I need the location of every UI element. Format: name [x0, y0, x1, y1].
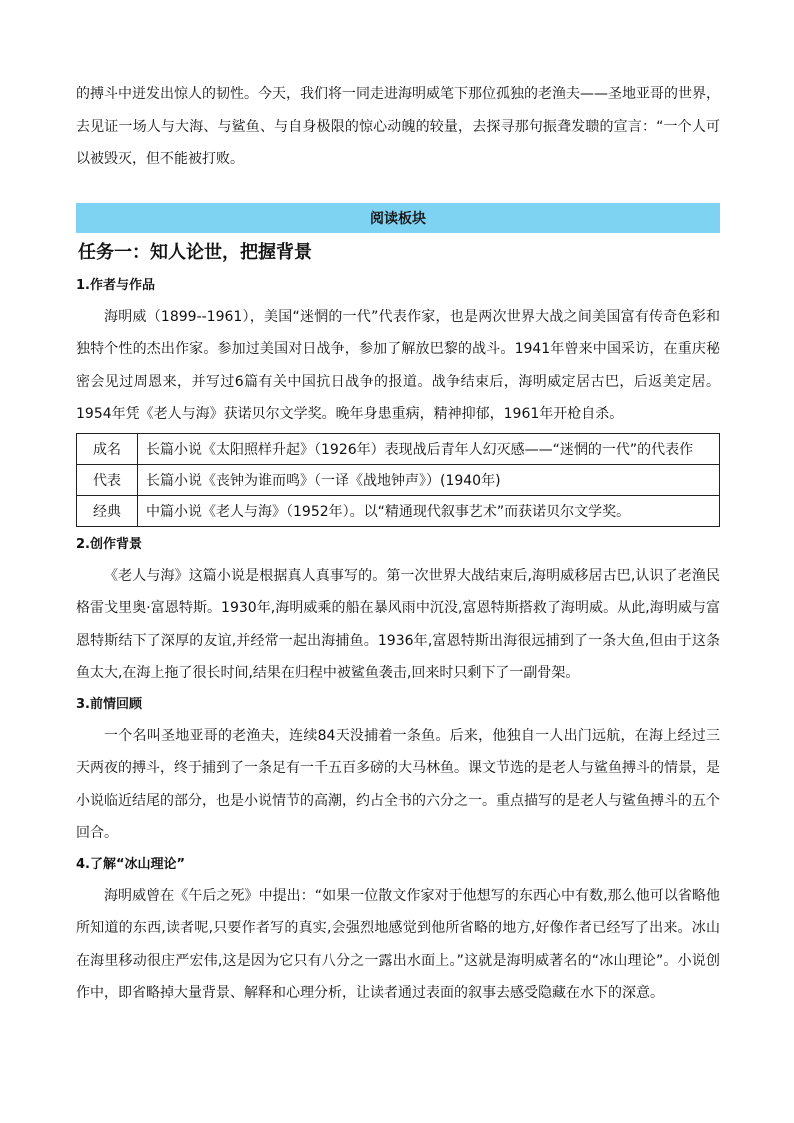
table-row: [77, 495, 720, 526]
table-cell-label: 经典: [77, 495, 138, 526]
author-heading: 1.作者与作品: [76, 277, 155, 293]
review-paragraph: 一个名叫圣地亚哥的老渔夫，连续84天没捕着一条鱼。后来，他独自一人出门远航，在海上经过三天两夜的搏斗，终于捕到了一条足有一千五百多磅的大马林鱼。课文节选的是老人与鲨鱼搏斗的情景，是小说临近结尾的部分，也是小说情节的高潮，约占全书的六分之一。重点描写的是老人与鲨鱼搏斗的五个回合。: [76, 727, 720, 841]
table-cell-label: 代表: [77, 464, 138, 495]
table-cell-label: 成名: [77, 433, 138, 464]
task-title: 任务一：知人论世，把握背景: [78, 241, 312, 263]
table-cell-content: 中篇小说《老人与海》（1952年）。以“精通现代叙事艺术”而获诺贝尔文学奖。: [138, 495, 720, 526]
review-heading: 3.前情回顾: [76, 696, 142, 712]
author-paragraph: 海明威（1899--1961），美国“迷惘的一代”代表作家，也是两次世界大战之间美国富有传奇色彩和独特个性的杰出作家。参加过美国对日战争，参加了解放巴黎的战斗。1941年曾来中国采访，在重庆秘密会见过周恩来，并写过6篇有关中国抗日战争的报道。战争结束后，海明威定居古巴，后返美定居。1954年凭《老人与海》获诺贝尔文学奖。晚年身患重病，精神抑郁，1961年开枪自杀。: [76, 308, 720, 422]
table-cell-content: 长篇小说《丧钟为谁而鸣》（一译《战地钟声》）(1940年): [138, 464, 720, 495]
table-row: [77, 433, 720, 464]
background-paragraph: 《老人与海》这篇小说是根据真人真事写的。第一次世界大战结束后,海明威移居古巴,认识了老渔民格雷戈里奥·富恩特斯。1930年,海明威乘的船在暴风雨中沉没,富恩特斯搭救了海明威。从此,海明威与富恩特斯结下了深厚的友谊,并经常一起出海捕鱼。1936年,富恩特斯出海很远捕到了一条大鱼,但由于这条鱼太大,在海上拖了很长时间,结果在归程中被鲨鱼袭击,回来时只剩下了一副骨架。: [76, 567, 720, 681]
table-cell-content: 长篇小说《太阳照样升起》（1926年）表现战后青年人幻灭感——“迷惘的一代”的代表作: [138, 433, 720, 464]
banner-label: 阅读板块: [370, 210, 426, 227]
works-table: [76, 433, 720, 527]
iceberg-heading: 4.了解“冰山理论”: [76, 856, 186, 872]
iceberg-paragraph: 海明威曾在《午后之死》中提出：“如果一位散文作家对于他想写的东西心中有数,那么他可以省略他所知道的东西,读者呢,只要作者写的真实,会强烈地感觉到他所省略的地方,好像作者已经写了出来。冰山在海里移动很庄严宏伟,这是因为它只有八分之一露出水面上。”这就是海明威著名的“冰山理论”。小说创作中，即省略掉大量背景、解释和心理分析，让读者通过表面的叙事去感受隐藏在水下的深意。: [76, 887, 720, 1001]
reading-section-banner: [76, 203, 720, 233]
document-page: [76, 78, 720, 1010]
table-row: [77, 464, 720, 495]
background-heading: 2.创作背景: [76, 536, 142, 552]
intro-paragraph: 的搏斗中迸发出惊人的韧性。今天，我们将一同走进海明威笔下那位孤独的老渔夫——圣地亚哥的世界，去见证一场人与大海、与鲨鱼、与自身极限的惊心动魄的较量，去探寻那句振聋发聩的宣言：“一个人可以被毁灭，但不能被打败。: [76, 86, 720, 167]
